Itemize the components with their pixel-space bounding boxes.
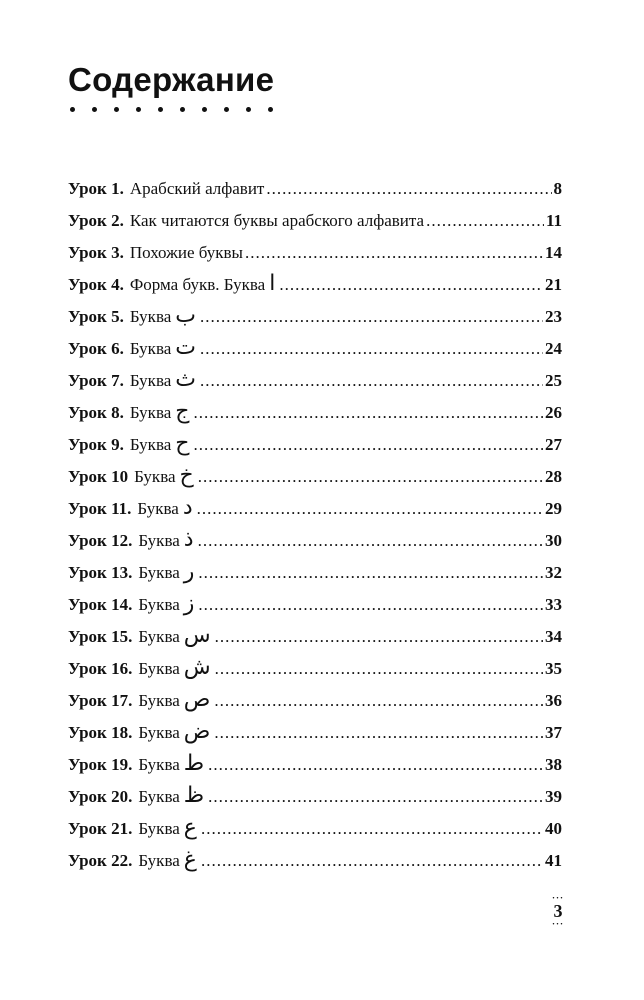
- toc-dot-leader: [194, 397, 544, 429]
- toc-page-number: 30: [545, 531, 562, 550]
- toc-lesson-number: Урок 4.: [68, 275, 124, 294]
- toc-lesson-number: Урок 2.: [68, 211, 124, 230]
- toc-dot-leader: [266, 173, 551, 205]
- toc-dot-leader: [200, 365, 543, 397]
- toc-lesson-title: Арабский алфавит: [129, 179, 265, 198]
- toc-arabic-letter: ض: [183, 719, 211, 744]
- toc-page-number: 41: [545, 851, 562, 870]
- toc-page-number: 24: [545, 339, 562, 358]
- toc-lesson-title: Буква: [138, 531, 180, 550]
- toc-lesson-title: Буква: [138, 851, 180, 870]
- toc-lesson-title: Буква: [129, 307, 172, 326]
- toc-lesson-number: Урок 20.: [68, 787, 133, 806]
- toc-dot-leader: [279, 269, 543, 301]
- toc-arabic-letter: ش: [183, 655, 211, 680]
- toc-dot-leader: [245, 237, 543, 269]
- toc-entry: [68, 685, 562, 717]
- toc-page-number: 27: [545, 435, 562, 454]
- toc-page-number: 28: [545, 467, 562, 486]
- toc-entry: [68, 237, 562, 269]
- toc-entry: [68, 557, 562, 589]
- toc-arabic-letter: ز: [183, 591, 195, 616]
- toc-dot-leader: [198, 557, 543, 589]
- toc-lesson-title: Буква: [129, 339, 172, 358]
- toc-entry: [68, 813, 562, 845]
- toc-lesson-title: Буква: [138, 787, 180, 806]
- toc-arabic-letter: د: [182, 495, 193, 520]
- toc-entry: [68, 717, 562, 749]
- toc-entry: [68, 493, 562, 525]
- toc-arabic-letter: ذ: [183, 527, 194, 552]
- toc-dot-leader: [198, 461, 543, 493]
- toc-dot-leader: [215, 653, 543, 685]
- toc-entry: [68, 365, 562, 397]
- toc-arabic-letter: ح: [175, 431, 190, 456]
- toc-lesson-number: Урок 22.: [68, 851, 133, 870]
- toc-page-number: 29: [545, 499, 562, 518]
- toc-lesson-title: Буква: [138, 563, 180, 582]
- toc-lesson-title: Буква: [138, 595, 180, 614]
- toc-page-number: 33: [545, 595, 562, 614]
- toc-lesson-number: Урок 9.: [68, 435, 124, 454]
- toc-arabic-letter: ب: [175, 303, 197, 328]
- toc-lesson-number: Урок 14.: [68, 595, 133, 614]
- toc-lesson-title: Форма букв. Буква: [129, 275, 266, 294]
- toc-dot-leader: [214, 717, 543, 749]
- toc-arabic-letter: ر: [183, 559, 195, 584]
- toc-lesson-number: Урок 12.: [68, 531, 133, 550]
- toc-arabic-letter: ص: [183, 687, 211, 712]
- toc-lesson-title: Буква: [129, 371, 172, 390]
- toc-dot-leader: [197, 493, 543, 525]
- toc-entry: [68, 653, 562, 685]
- toc-lesson-title: Буква: [134, 467, 176, 486]
- toc-lesson-title: Буква: [138, 755, 180, 774]
- toc-entry: [68, 269, 562, 301]
- toc-arabic-letter: ظ: [183, 783, 205, 808]
- toc-lesson-number: Урок 17.: [68, 691, 133, 710]
- toc-dot-leader: [214, 685, 543, 717]
- toc-arabic-letter: ت: [175, 335, 197, 360]
- toc-page-number: 34: [545, 627, 562, 646]
- toc-page-number: 23: [545, 307, 562, 326]
- toc-dot-leader: [198, 525, 543, 557]
- toc-entry: [68, 781, 562, 813]
- toc-lesson-number: Урок 16.: [68, 659, 133, 678]
- toc-arabic-letter: ث: [175, 367, 197, 392]
- toc-page-number: 40: [545, 819, 562, 838]
- toc-page-number: 26: [545, 403, 562, 422]
- toc-lesson-number: Урок 7.: [68, 371, 124, 390]
- toc-lesson-title: Буква: [138, 627, 180, 646]
- toc-entry: [68, 845, 562, 877]
- toc-lesson-number: Урок 18.: [68, 723, 133, 742]
- toc-entry: [68, 429, 562, 461]
- toc-page-number: 38: [545, 755, 562, 774]
- toc-lesson-title: Буква: [137, 499, 179, 518]
- toc-lesson-number: Урок 8.: [68, 403, 124, 422]
- toc-dot-leader: [215, 621, 543, 653]
- toc-entry: [68, 333, 562, 365]
- toc-arabic-letter: ا: [269, 271, 276, 296]
- toc-entry: [68, 461, 562, 493]
- toc-entry: [68, 205, 562, 237]
- toc-dot-leader: [201, 845, 543, 877]
- toc-page-number: 25: [545, 371, 562, 390]
- toc-lesson-title: Буква: [129, 435, 172, 454]
- toc-dot-leader: [426, 205, 544, 237]
- toc-lesson-title: Буква: [138, 819, 180, 838]
- toc-dot-leader: [201, 813, 543, 845]
- toc-page-number: 21: [545, 275, 562, 294]
- toc-page-number: 39: [545, 787, 562, 806]
- toc-lesson-title: Похожие буквы: [129, 243, 243, 262]
- toc-arabic-letter: ج: [175, 399, 190, 424]
- page-number-bottom-dots: ···: [551, 919, 564, 929]
- toc-dot-leader: [208, 749, 543, 781]
- toc-arabic-letter: ع: [183, 815, 197, 840]
- toc-lesson-number: Урок 13.: [68, 563, 133, 582]
- toc-entry: [68, 589, 562, 621]
- toc-lesson-number: Урок 11.: [68, 499, 132, 518]
- toc-page-number: 32: [545, 563, 562, 582]
- page-number-value: 3: [553, 901, 563, 921]
- toc-lesson-title: Буква: [129, 403, 172, 422]
- toc-entry: [68, 301, 562, 333]
- toc-lesson-number: Урок 3.: [68, 243, 124, 262]
- toc-arabic-letter: غ: [183, 847, 197, 872]
- toc-page-number: 36: [545, 691, 562, 710]
- toc-page-number: 8: [553, 179, 562, 198]
- toc-lesson-number: Урок 15.: [68, 627, 133, 646]
- page-title: Содержание: [68, 61, 275, 98]
- toc-entry: [68, 621, 562, 653]
- toc-arabic-letter: س: [183, 623, 211, 648]
- toc-arabic-letter: خ: [179, 463, 194, 488]
- toc-lesson-number: Урок 5.: [68, 307, 124, 326]
- toc-entry: [68, 525, 562, 557]
- toc-lesson-number: Урок 1.: [68, 179, 124, 198]
- toc-dot-leader: [200, 333, 543, 365]
- toc-page-number: 11: [545, 211, 562, 230]
- toc-lesson-title: Буква: [138, 691, 180, 710]
- toc-page-number: 37: [545, 723, 562, 742]
- toc-entry: [68, 397, 562, 429]
- toc-lesson-number: Урок 21.: [68, 819, 133, 838]
- toc-arabic-letter: ط: [183, 751, 205, 776]
- toc-dot-leader: [208, 781, 543, 813]
- toc-page-number: 14: [545, 243, 562, 262]
- toc-dot-leader: [200, 301, 543, 333]
- toc-page-number: 35: [545, 659, 562, 678]
- toc-entry: [68, 173, 562, 205]
- toc-dot-leader: [198, 589, 543, 621]
- title-dotted-underline: [70, 107, 273, 112]
- toc-lesson-title: Как читаются буквы арабского алфавита: [129, 211, 425, 230]
- toc-lesson-number: Урок 10: [68, 467, 129, 486]
- page-number-top-dots: ···: [551, 893, 564, 903]
- page-number: [547, 893, 569, 929]
- toc-lesson-title: Буква: [138, 659, 180, 678]
- toc-entry: [68, 749, 562, 781]
- table-of-contents: [68, 173, 562, 877]
- toc-lesson-title: Буква: [138, 723, 180, 742]
- toc-lesson-number: Урок 19.: [68, 755, 133, 774]
- toc-dot-leader: [194, 429, 544, 461]
- toc-lesson-number: Урок 6.: [68, 339, 124, 358]
